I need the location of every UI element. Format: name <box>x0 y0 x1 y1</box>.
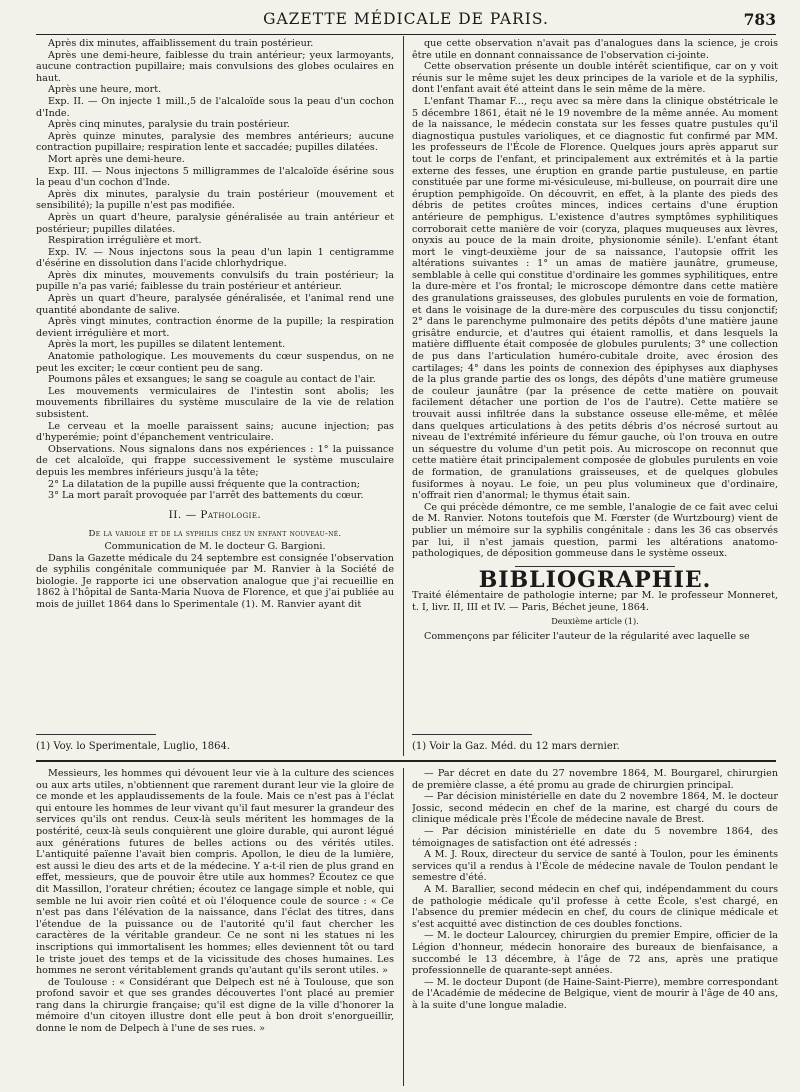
paragraph: A M. Barallier, second médecin en chef qui, indépendamment du cours de pathologie médicale qu'il professe à cette École, s'est chargé, en l'absence du premier médecin en chef, du cours de clinique médicale et s'est acquitté avec distinction de ces doubles fonctions. <box>412 883 778 930</box>
paragraph: Mort après une demi-heure. <box>48 153 185 165</box>
paragraph: Exp. IV. — Nous injectons sous la peau d'un lapin 1 centigramme d'ésérine en dissolution dans l'acide chlorhydrique. <box>36 246 394 270</box>
page-header <box>36 8 776 35</box>
paragraph: Messieurs, les hommes qui dévouent leur vie à la culture des sciences ou aux arts utiles, n'obtiennent que rarement durant leur vie la gloire de ce monde et les applaudissements de la foule. Mais ce n'est pas à l'éclat qui entoure les hommes de leur vivant qu'il faut mesurer la grandeur des services qu'ils ont rendus. Ceux-là seuls méritent les hommages de la postérité, ceux-là seuls conquièrent une gloire durable, qui auront légué aux générations futures de belles actions ou des vérités utiles. L'antiquité païenne l'avait bien compris. Apollon, le dieu de la lumière, est aussi le dieu des arts et de la médecine. Y a-t-il rien de plus grand en effet, messieurs, que de pouvoir être utile aux hommes? Écoutez ce que dit Massillon, l'orateur chrétien; écoutez ce langage simple et noble, qui semble ne lui avoir rien coûté et où l'éloquence coule de source : « Ce n'est pas dans l'élévation de la naissance, dans l'éclat des titres, dans l'étendue de la puissance ou de l'autorité qu'il faut chercher les caractères de la véritable grandeur. Ce ne sont ni les statues ni les inscriptions qui immortalisent les hommes; elles deviennent tôt ou tard le triste jouet des temps et de la vicissitude des choses humaines. Les hommes ne seront véritablement grands qu'autant qu'ils seront utiles. » <box>36 768 394 977</box>
paragraph: Après une heure, mort. <box>48 84 162 96</box>
footnote-right: (1) Voir la Gaz. Méd. du 12 mars dernier. <box>412 741 620 752</box>
paragraph: Après cinq minutes, paralysie du train postérieur. <box>48 119 290 131</box>
paragraph: Observations. Nous signalons dans nos expériences : 1° la puissance de cet alcaloïde, qui frappe successivement le système musculaire depuis les membres inférieurs jusqu'à la tête; <box>36 443 394 478</box>
section-title: II. — Pathologie. <box>168 508 262 521</box>
paragraph: Cette observation présente un double intérêt scientifique, car on y voit réunis sur le même sujet les deux principes de la variole et de la syphilis, dont l'enfant avait été atteint dans le sein même de la mère. <box>412 61 778 96</box>
right-column-bottom <box>412 768 778 1088</box>
article-byline: Communication de M. le docteur G. Bargioni. <box>104 540 326 552</box>
paragraph: Exp. III. — Nous injectons 5 milligrammes de l'alcaloïde ésérine sous la peau d'un cochon d'Inde. <box>36 165 394 189</box>
paragraph: — Par décret en date du 27 novembre 1864, M. Bourgarel, chirurgien de première classe, a été promu au grade de chirurgien principal. <box>412 768 778 791</box>
paragraph: — M. le docteur Lalourcey, chirurgien du premier Empire, officier de la Légion d'honneur, médecin honoraire des bureaux de bienfaisance, a succombé le 13 décembre, à l'âge de 72 ans, après une pratique professionnelle de quarante-sept années. <box>412 930 778 977</box>
article-title: De la variole et de la syphilis chez un enfant nouveau-né. <box>88 529 342 540</box>
news-items <box>412 768 778 1011</box>
column-divider-top <box>403 36 404 756</box>
feuilleton-separator <box>36 760 776 762</box>
paragraph: Exp. II. — On injecte 1 mill.,5 de l'alcaloïde sous la peau d'un cochon d'Inde. <box>36 95 394 119</box>
footnote-rule-left <box>36 734 156 735</box>
paragraph: Anatomie pathologique. Les mouvements du cœur suspendus, on ne peut les exciter; le cœur contient peu de sang. <box>36 351 394 374</box>
paragraph: Après dix minutes, affaiblissement du train postérieur. <box>48 38 314 49</box>
footnote-rule-right <box>412 734 532 735</box>
left-column-bottom <box>36 768 394 1088</box>
left-column-top <box>36 38 394 728</box>
paragraph: Dans la Gazette médicale du 24 septembre est consignée l'observation de syphilis congénitale communiquée par M. Ranvier à la Société de biologie. Je rapporte ici une observation analogue que j'ai recueillie en 1862 à l'hôpital de Santa-Maria Nuova de Florence, et que j'ai publiée au mois de juillet 1864 dans lo Sperimentale (1). M. Ranvier ayant dit <box>36 552 394 610</box>
paragraph: Respiration irrégulière et mort. <box>48 235 202 247</box>
paragraph: Le cerveau et la moelle paraissent sains; aucune injection; pas d'hyperémie; point d'épanchement ventriculaire. <box>36 420 394 444</box>
speech-text <box>36 768 394 1035</box>
bibliography-paragraph: Commençons par féliciter l'auteur de la régularité avec laquelle se <box>424 631 750 643</box>
paragraph: de Toulouse : « Considérant que Delpech est né à Toulouse, que son profond savoir et que ses grandes découvertes l'ont placé au premier rang dans la chirurgie française; qu'il est digne de la ville d'honorer la mémoire d'un citoyen illustre dont elle peut à bon droit s'enorgueillir, donne le nom de Delpech à l'une de ses rues. » <box>36 976 394 1035</box>
paragraph: — M. le docteur Dupont (de Haine-Saint-Pierre), membre correspondant de l'Académie de médecine de Belgique, vient de mourir à l'âge de 40 ans, à la suite d'une longue maladie. <box>412 976 778 1011</box>
paragraph: Les mouvements vermiculaires de l'intestin sont abolis; les mouvements fibrillaires du système musculaire de la vie de relation subsistent. <box>36 385 394 420</box>
paragraph: Après dix minutes, mouvements convulsifs du train postérieur; la pupille n'a pas varié; faiblesse du train postérieur et antérieur. <box>36 269 394 293</box>
paragraph: — Par décision ministérielle en date du 2 novembre 1864, M. le docteur Jossic, second médecin en chef de la marine, est chargé du cours de clinique médicale près l'École de médecine navale de Brest. <box>412 791 778 826</box>
paragraph: 3° La mort paraît provoquée par l'arrêt des battements du cœur. <box>48 490 364 502</box>
paragraph: Après un quart d'heure, paralysie généralisée au train antérieur et postérieur; pupilles dilatées. <box>36 211 394 235</box>
bibliography-article-number: Deuxième article (1). <box>551 615 639 626</box>
paragraph: Après une demi-heure, faiblesse du train antérieur; yeux larmoyants, aucune contraction pupillaire; mais convulsions des globes oculaires en haut. <box>36 49 394 84</box>
paragraph: Après un quart d'heure, paralysée généralisée, et l'animal rend une quantité abondante de salive. <box>36 293 394 316</box>
paragraph: A M. J. Roux, directeur du service de santé à Toulon, pour les éminents services qu'il a rendus à l'École de médecine navale de Toulon pendant le semestre d'été. <box>412 849 778 884</box>
footnote-left: (1) Voy. lo Sperimentale, Luglio, 1864. <box>36 741 231 752</box>
paragraph: Après quinze minutes, paralysie des membres antérieurs; aucune contraction pupillaire; respiration lente et saccadée; pupilles dilatées. <box>36 130 394 154</box>
paragraph: Poumons pâles et exsangues; le sang se coagule au contact de l'air. <box>48 374 376 386</box>
paragraph: Après dix minutes, paralysie du train postérieur (mouvement et sensibilité); la pupille n'est pas modifiée. <box>36 188 394 212</box>
bibliography-reference: Traité élémentaire de pathologie interne; par M. le professeur Monneret, t. I, livr. II, III et IV. — Paris, Béchet jeune, 1864. <box>412 590 778 613</box>
page-number: 783 <box>743 10 776 29</box>
observation-text <box>412 38 778 560</box>
paragraph: 2° La dilatation de la pupille aussi fréquente que la contraction; <box>48 478 360 490</box>
journal-title: GAZETTE MÉDICALE DE PARIS. <box>263 10 549 28</box>
paragraph: — Par décision ministérielle en date du 5 novembre 1864, des témoignages de satisfaction ont été adressés : <box>412 825 778 849</box>
paragraph: Après vingt minutes, contraction énorme de la pupille; la respiration devient irrégulière et mort. <box>36 316 394 339</box>
right-column-top <box>412 38 778 728</box>
article-body <box>36 553 394 611</box>
experiment-notes <box>36 38 394 502</box>
column-divider-bottom <box>403 768 404 1086</box>
paragraph: Après la mort, les pupilles se dilatent lentement. <box>48 339 286 351</box>
paragraph: que cette observation n'avait pas d'analogues dans la science, je crois être utile en donnant connaissance de l'observation ci-jointe. <box>412 38 778 61</box>
paragraph: Ce qui précède démontre, ce me semble, l'analogie de ce fait avec celui de M. Ranvier. Notons toutefois que M. Fœrster (de Wurtzbourg) vient de publier un mémoire sur la syphilis congénitale : dans les 36 cas observés par lui, il n'est jamais question, parmi les altérations anatomo-pathologiques, de déposition gommeuse dans le système osseux. <box>412 501 778 560</box>
paragraph: L'enfant Thamar F..., reçu avec sa mère dans la clinique obstétricale le 5 décembre 1861, était né le 19 novembre de la même année. Au moment de la naissance, le médecin constata sur les fesses quatre pustules qu'il diagnostiqua pustules varioliques, et ce diagnostic fut confirmé par MM. les professeurs de l'École de Florence. Quelques jours après apparut sur tout le corps de l'enfant, et principalement aux extrémités et à la partie externe des fesses, une éruption en grande partie pustuleuse, en partie constituée par une forme mi-vésiculeuse, mi-bulleuse, on pourrait dire une éruption pemphigoïde. On découvrit, en effet, à la plante des pieds des débris de petites croûtes minces, indices certains d'une éruption antérieure de pemphigus. L'existence d'autres symptômes syphilitiques corroborait cette manière de voir (coryza, plaques muqueuses aux lèvres, onyxis au pouce de la main droite, physionomie sénile). L'enfant étant mort le vingt-deuxième jour de sa naissance, l'autopsie offrit les altérations suivantes : 1° un amas de matière jaunâtre, grumeuse, semblable à celle qui constitue d'ordinaire les gommes syphilitiques, entre la dure-mère et l'os frontal; le microscope démontre dans cette matière des granulations graisseuses, des globules purulents en voie de formation, et dans le voisinage de la dure-mère des corpuscules du tissu conjonctif; 2° dans le parenchyme pulmonaire des petits dépôts d'une matière jaune grisâtre endurcie, et d'autres qui étaient ramollis, et dans lesquels la matière diffluente était composée de globules purulents; 3° une collection de pus dans l'articulation huméro-cubitale droite, avec érosion des cartilages; 4° dans les points de connexion des épiphyses aux diaphyses de la plus grande partie des os longs, des dépôts d'une matière grumeuse de couleur jaunâtre (par la présence de cette matière on pouvait facilement détacher une portion de l'os de l'autre). Cette matière se trouvait aussi infiltrée dans la substance osseuse elle-même, et mêlée dans quelques articulations à des petits débris d'os nécrosé surtout au niveau de l'extrémité inférieure du fémur gauche, où l'on trouva en outre un séquestre du volume d'un petit pois. Au microscope on reconnut que cette matière était principalement composée de globules purulents en voie de formation, de granulations graisseuses, et de quelques globules fusiformes à noyau. Le foie, un peu plus volumineux que d'ordinaire, n'offrait rien d'anormal; le thymus était sain. <box>412 95 778 502</box>
bibliography-heading: BIBLIOGRAPHIE. <box>478 566 712 593</box>
